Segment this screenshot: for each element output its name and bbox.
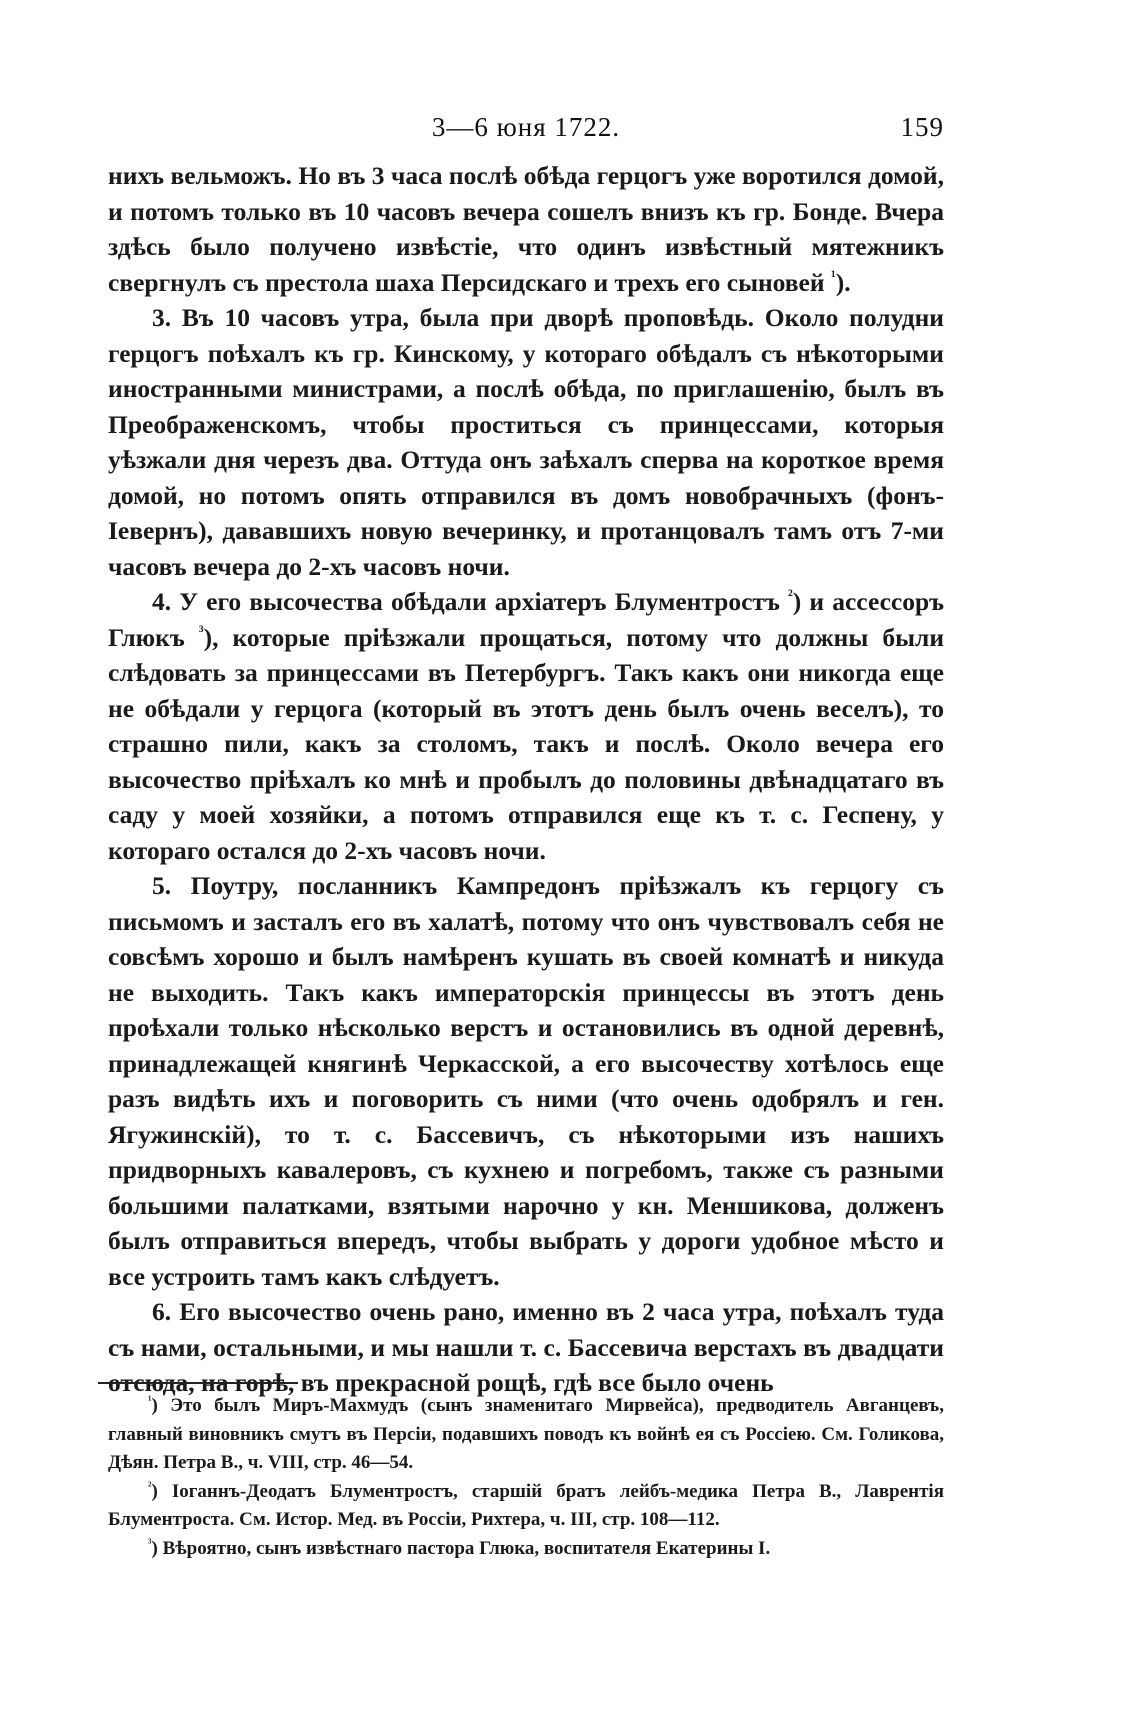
paragraph-day-5: 5. Поутру, посланникъ Кампредонъ пріѣзжалъ къ герцогу съ письмомъ и засталъ его въ халатѣ, потому что онъ чувствовалъ себя не совсѣмъ хорошо и былъ намѣренъ кушать въ своей комнатѣ и никуда не выходить. Такъ какъ императорскія принцессы въ этотъ день проѣхали только нѣсколько верстъ и остановились въ одной деревнѣ, принадлежащей княгинѣ Черкасской, а его высочеству хотѣлось еще разъ видѣть ихъ и поговорить съ ними (что очень одобрялъ и ген. Ягужинскій), то т. с. Бассевичъ, съ нѣкоторыми изъ нашихъ придворныхъ кавалеровъ, съ кухнею и погребомъ, также съ разными большими палатками, взятыми нарочно у кн. Меншикова, долженъ былъ отправиться впередъ, чтобы выбрать у дороги удобное мѣсто и все устроить тамъ какъ слѣдуетъ.: [108, 871, 944, 1291]
paragraph-day-6: 6. Его высочество очень рано, именно въ 2 часа утра, поѣхалъ туда съ нами, остальными, и мы нашли т. с. Бассевича верстахъ въ двадцати отсюда, на горѣ, въ прекрасной рощѣ, гдѣ все было очень: [108, 1297, 944, 1397]
paragraph-text: 4. У его высочества обѣдали архіатеръ Блументростъ: [152, 587, 780, 616]
running-head: [108, 112, 944, 146]
page-number: 159: [900, 112, 944, 142]
footnote-divider: [98, 1382, 298, 1384]
footnote-text: ) Вѣроятно, сынъ извѣстнаго пастора Глюка, воспитателя Екатерины I.: [151, 1537, 771, 1559]
paragraph-text: нихъ вельможъ. Но въ 3 часа послѣ обѣда герцогъ уже воротился домой, и потомъ только въ 10 часовъ вечера сошелъ внизъ къ гр. Бонде. Вчера здѣсь было получено извѣстіе, что одинъ извѣстный мятежникъ свергнулъ съ престола шаха Персидскаго и трехъ его сыновей: [108, 161, 944, 297]
footnote-ref-2: ²: [787, 587, 793, 605]
paragraph-text: ), которые пріѣзжали прощаться, потому что должны были слѣдовать за принцессами въ Петербургъ. Такъ какъ они никогда еще не обѣдали у герцога (который въ этотъ день былъ очень веселъ), то страшно пили, какъ за столомъ, такъ и послѣ. Около вечера его высочество пріѣхалъ ко мнѣ и пробылъ до половины двѣнадцатаго въ саду у моей хозяйки, а потомъ отправился еще къ т. с. Геспену, у котораго остался до 2-хъ часовъ ночи.: [108, 622, 945, 865]
footnote-ref-3: ³: [198, 623, 204, 640]
paragraph-day-3: 3. Въ 10 часовъ утра, была при дворѣ проповѣдь. Около полудни герцогъ поѣхалъ къ гр. Кинскому, у котораго обѣдалъ съ нѣкоторыми иностранными министрами, а послѣ обѣда, по приглашенію, былъ въ Преображенскомъ, чтобы проститься съ принцессами, которыя уѣзжали дня черезъ два. Оттуда онъ заѣхалъ сперва на короткое время домой, но потомъ опять отправился въ домъ новобрачныхъ (фонъ-Іевернъ), дававшихъ новую вечеринку, и протанцовалъ тамъ отъ 7-ми часовъ вечера до 2-хъ часовъ ночи.: [108, 303, 944, 581]
paragraph-text-end: ).: [835, 267, 851, 297]
footnote-2: [108, 1478, 944, 1535]
footnote-text: ) Іоганнъ-Деодатъ Блументростъ, старшій братъ лейбъ-медика Петра В., Лаврентія Блументроста. См. Истор. Мед. въ Россіи, Рихтера, ч. III, стр. 108—112.: [108, 1480, 944, 1530]
footnote-ref-1: ¹: [830, 268, 836, 285]
running-head-date: 3—6 юня 1722.: [431, 112, 621, 142]
footnote-marker-3: ³: [148, 1536, 152, 1550]
footnote-marker-1: ¹: [148, 1393, 152, 1407]
footnote-text: ) Это былъ Миръ-Махмудъ (сынъ знаменитаго Мирвейса), предводитель Авганцевъ, главный виновникъ смутъ въ Персіи, подавшихъ поводъ къ войнѣ ея съ Россіею. См. Голикова, Дѣян. Петра В., ч. VIII, стр. 46—54.: [108, 1395, 944, 1473]
footnote-1: [108, 1392, 944, 1478]
footnotes: [108, 1392, 944, 1563]
paragraph-day-4: [108, 584, 944, 868]
footnote-marker-2: ²: [148, 1479, 152, 1493]
paragraph-text: ) и ассессоръ Глюкъ: [108, 587, 945, 652]
main-text: [108, 158, 944, 1401]
footnote-3: [108, 1535, 944, 1564]
paragraph-continuation: [108, 158, 944, 300]
